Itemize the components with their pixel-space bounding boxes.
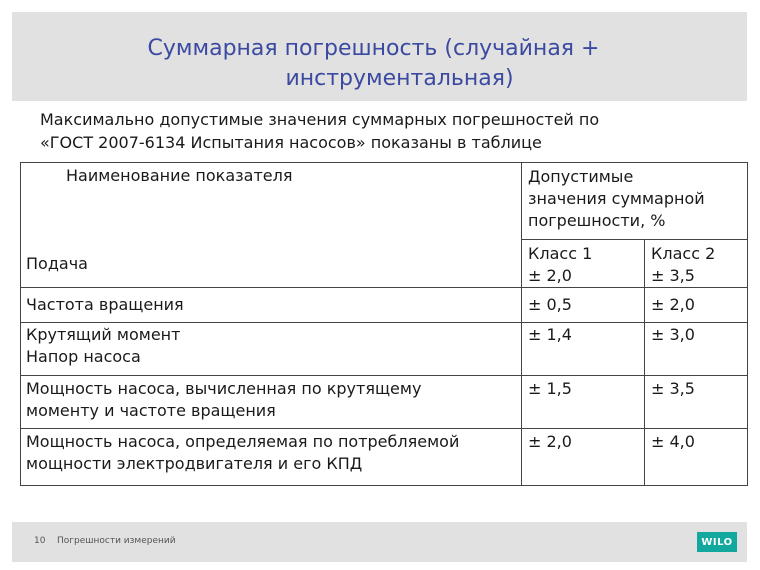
table-row: [21, 376, 748, 429]
title-line-1: Суммарная погрешность (случайная +: [147, 36, 600, 61]
value-cell: [645, 288, 748, 323]
value-cell: [522, 288, 645, 323]
row-name-head: Напор насоса: [26, 347, 141, 366]
value-supply-c2: ± 3,5: [651, 266, 695, 285]
value-power-motor-c1: ± 2,0: [528, 432, 572, 451]
page-title: [12, 34, 747, 94]
row-name-cell: [21, 376, 522, 429]
value-torque-c2: ± 3,0: [651, 325, 695, 344]
row-name-cell: [21, 288, 522, 323]
footer-text: Погрешности измерений: [57, 536, 176, 546]
value-power-torque-c2: ± 3,5: [651, 379, 695, 398]
row-name-cell: [21, 429, 522, 486]
value-cell: [522, 429, 645, 486]
page-number: 10: [34, 536, 46, 546]
value-power-motor-c2: ± 4,0: [651, 432, 695, 451]
table-header-row: [21, 163, 748, 240]
intro-line-1: Максимально допустимые значения суммарных погрешностей по: [40, 110, 600, 129]
class1-cell: [522, 240, 645, 288]
value-torque-c1: ± 1,4: [528, 325, 572, 344]
value-power-torque-c1: ± 1,5: [528, 379, 572, 398]
header-name-cell: [21, 163, 522, 288]
title-band: [12, 12, 747, 101]
table-row: [21, 323, 748, 376]
class2-cell: [645, 240, 748, 288]
row-name-speed: Частота вращения: [26, 295, 184, 314]
value-speed-c2: ± 2,0: [651, 295, 695, 314]
intro-text: [40, 108, 700, 154]
value-supply-c1: ± 2,0: [528, 266, 572, 285]
intro-line-2: «ГОСТ 2007-6134 Испытания насосов» показаны в таблице: [40, 133, 542, 152]
row-name-torque: Крутящий момент: [26, 325, 181, 344]
value-cell: [645, 429, 748, 486]
title-line-2: инструментальная): [285, 66, 514, 91]
value-cell: [645, 376, 748, 429]
value-cell: [522, 376, 645, 429]
row-name-supply: Подача: [26, 254, 88, 273]
header-name: Наименование показателя: [66, 166, 293, 185]
table-row: [21, 429, 748, 486]
row-name-power-motor-l2: мощности электродвигателя и его КПД: [26, 454, 363, 473]
value-cell: [645, 323, 748, 376]
row-name-power-motor-l1: Мощность насоса, определяемая по потребляемой: [26, 432, 460, 451]
value-speed-c1: ± 0,5: [528, 295, 572, 314]
value-cell: [522, 323, 645, 376]
wilo-logo: WILO: [697, 532, 737, 552]
class1-label: Класс 1: [528, 244, 593, 263]
row-name-cell: [21, 323, 522, 376]
header-values-l3: погрешности, %: [528, 211, 666, 230]
row-name-power-torque-l1: Мощность насоса, вычисленная по крутящему: [26, 379, 422, 398]
class2-label: Класс 2: [651, 244, 716, 263]
header-values-l1: Допустимые: [528, 167, 634, 186]
table-row: [21, 288, 748, 323]
error-table: [20, 162, 748, 486]
header-values-l2: значения суммарной: [528, 189, 705, 208]
footer-bar: [12, 522, 747, 562]
header-values-cell: [522, 163, 748, 240]
row-name-power-torque-l2: моменту и частоте вращения: [26, 401, 276, 420]
